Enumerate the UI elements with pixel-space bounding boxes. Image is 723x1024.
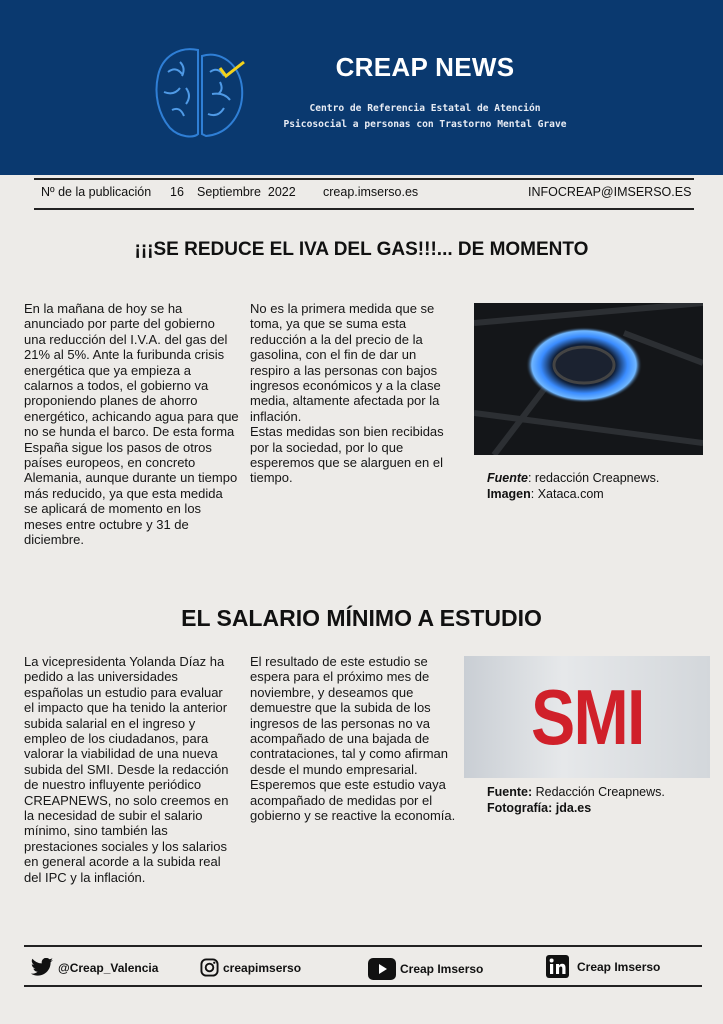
youtube-channel: Creap Imserso — [400, 962, 484, 976]
article-1-paragraph: No es la primera medida que se toma, ya que se suma esta reducción a la del precio de la gasolina, con el fin de dar un respiro a las personas con bajos ingresos económicos y a la clase media, altamente afectada por la inflación. — [250, 301, 441, 424]
photo-value: jda.es — [552, 800, 592, 815]
email-link[interactable]: INFOCREAP@IMSERSO.ES — [528, 185, 692, 199]
article-2-title: EL SALARIO MÍNIMO A ESTUDIO — [181, 605, 542, 631]
youtube-icon — [368, 958, 396, 980]
instagram-handle: creapimserso — [223, 960, 302, 975]
smi-image-text: SMI — [530, 672, 644, 761]
website-link[interactable]: creap.imserso.es — [323, 185, 419, 199]
image-label: Imagen — [487, 486, 531, 501]
subtitle-line-2: Psicosocial a personas con Trastorno Mental Grave — [283, 119, 567, 130]
source-label: Fuente — [487, 471, 528, 485]
divider — [24, 945, 702, 947]
twitter-handle: @Creap_Valencia — [58, 961, 159, 975]
article-2-column-2: El resultado de este estudio se espera para el próximo mes de noviembre, y deseamos que demuestre que la subida de los ingresos de las personas no va acompañado de una bajada de contrataciones, tal y como afirman desde el mundo empresarial. Esperemos que este estudio vaya acompañado de medidas por el gobierno y se reactive la economía. — [250, 654, 456, 824]
source-value: Redacción Creapnews. — [532, 785, 665, 799]
linkedin-page: Creap Imserso — [577, 959, 661, 974]
instagram-icon — [200, 958, 219, 977]
article-1-title: ¡¡¡SE REDUCE EL IVA DEL GAS!!!... DE MOMENTO — [134, 239, 589, 260]
article-2-credits — [487, 785, 665, 816]
source-label: Fuente: — [487, 785, 533, 799]
article-1-paragraph: Estas medidas son bien recibidas por la sociedad, por lo que esperemos que se alarguen en el tiempo. — [250, 424, 444, 486]
gas-stove-image — [474, 303, 703, 455]
source-value: : redacción Creapnews. — [527, 471, 660, 485]
linkedin-link[interactable] — [546, 955, 660, 978]
newsletter-title: CREAP NEWS — [335, 52, 515, 82]
brain-logo-icon — [150, 42, 250, 142]
photo-label: Fotografía: — [487, 800, 553, 815]
divider — [34, 208, 694, 210]
linkedin-icon — [546, 955, 569, 978]
masthead — [0, 0, 723, 175]
divider — [24, 985, 702, 987]
subtitle-line-1: Centro de Referencia Estatal de Atención — [309, 103, 541, 114]
image-value: : Xataca.com — [530, 486, 604, 501]
article-1-column-1: En la mañana de hoy se ha anunciado por parte del gobierno una reducción del I.V.A. del gas del 21% al 5%. Ante la furibunda crisis energética que ya empieza a calarnos a todos, el gobierno va proponiendo planes de ahorro energético, achicando agua para que no se hunda el barco. De esta forma España sigue los pasos de otros países europeos, en concreto Alemania, aunque durante un tiempo más reducido, ya que esta medida se aplicará de momento en los meses entre octubre y 31 de diciembre. — [24, 301, 239, 548]
publication-date: Septiembre 2022 — [197, 185, 296, 199]
twitter-link[interactable] — [30, 958, 158, 978]
publication-label: Nº de la publicación — [41, 185, 152, 199]
publication-day: 16 — [170, 185, 184, 199]
instagram-link[interactable] — [200, 958, 301, 977]
youtube-link[interactable] — [368, 958, 483, 980]
article-1-column-2 — [250, 301, 458, 486]
twitter-icon — [30, 958, 54, 978]
divider — [34, 178, 694, 180]
article-2-column-1: La vicepresidenta Yolanda Díaz ha pedido a las universidades españolas un estudio para evaluar el impacto que ha tenido la anterior subida salarial en el ingreso y empleo de los ciudadanos, para valorar la viabilidad de una nueva subida del SMI. Desde la redacción de nuestro influyente periódico CREAPNEWS, no solo creemos en la necesidad de subir el salario mínimo, sino también las prestaciones sociales y los salarios en general acorde a la subida real del IPC y la inflación. — [24, 654, 229, 885]
article-1-credits — [487, 471, 659, 502]
smi-image — [464, 656, 710, 778]
